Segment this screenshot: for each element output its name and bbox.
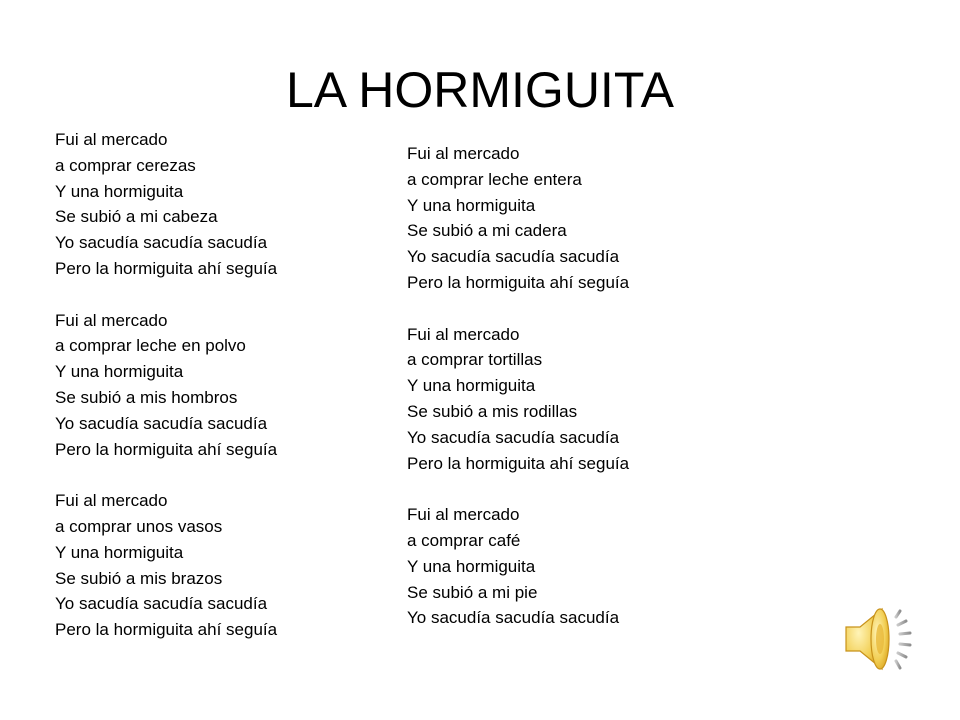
lyric-line: a comprar unos vasos	[55, 516, 223, 536]
lyric-line: Pero la hormiguita ahí seguía	[407, 453, 630, 473]
lyric-line: Se subió a mi pie	[407, 582, 538, 602]
lyric-line: Y una hormiguita	[407, 195, 536, 215]
lyric-line: Y una hormiguita	[55, 362, 184, 382]
stanza	[55, 488, 277, 643]
lyrics-right-column	[407, 141, 629, 631]
lyric-line: Y una hormiguita	[55, 542, 184, 562]
lyric-line: Pero la hormiguita ahí seguía	[407, 272, 630, 292]
lyric-line: Pero la hormiguita ahí seguía	[55, 258, 278, 278]
lyric-line: Se subió a mi cadera	[407, 221, 567, 241]
lyric-line: Pero la hormiguita ahí seguía	[55, 620, 278, 640]
lyric-line: Fui al mercado	[407, 144, 520, 163]
lyric-line: a comprar leche entera	[407, 169, 582, 189]
slide-title: LA HORMIGUITA	[285, 62, 674, 118]
lyric-line: Fui al mercado	[55, 310, 168, 330]
lyric-line: a comprar tortillas	[407, 350, 543, 370]
lyric-line: Yo sacudía sacudía sacudía	[407, 608, 620, 628]
lyric-line: Y una hormiguita	[407, 376, 536, 396]
lyric-line: Yo sacudía sacudía sacudía	[407, 247, 620, 267]
lyric-line: Yo sacudía sacudía sacudía	[55, 413, 268, 433]
lyric-line: Y una hormiguita	[55, 181, 184, 201]
lyric-line: Fui al mercado	[55, 491, 168, 511]
lyric-line: Se subió a mis rodillas	[407, 401, 578, 421]
speaker-icon	[842, 603, 916, 677]
stanza	[407, 502, 629, 631]
lyrics-left-column	[55, 127, 277, 643]
lyric-line: Fui al mercado	[407, 324, 520, 344]
lyric-line: Pero la hormiguita ahí seguía	[55, 439, 278, 459]
lyric-line: a comprar leche en polvo	[55, 336, 246, 356]
lyric-line: a comprar cerezas	[55, 155, 196, 175]
lyric-line: Fui al mercado	[407, 505, 520, 525]
audio-play-button[interactable]	[842, 603, 916, 677]
lyric-line: Se subió a mis hombros	[55, 387, 238, 407]
lyric-line: Yo sacudía sacudía sacudía	[55, 233, 268, 253]
lyric-line: Se subió a mi cabeza	[55, 207, 218, 227]
stanza	[407, 322, 629, 477]
stanza	[407, 141, 629, 296]
lyric-line: Se subió a mis brazos	[55, 568, 223, 588]
lyric-line: Fui al mercado	[55, 130, 168, 149]
lyric-line: Yo sacudía sacudía sacudía	[407, 427, 620, 447]
stanza	[55, 308, 277, 463]
lyric-line: a comprar café	[407, 530, 521, 550]
lyric-line: Y una hormiguita	[407, 556, 536, 576]
lyric-line: Yo sacudía sacudía sacudía	[55, 594, 268, 614]
stanza	[55, 127, 277, 282]
